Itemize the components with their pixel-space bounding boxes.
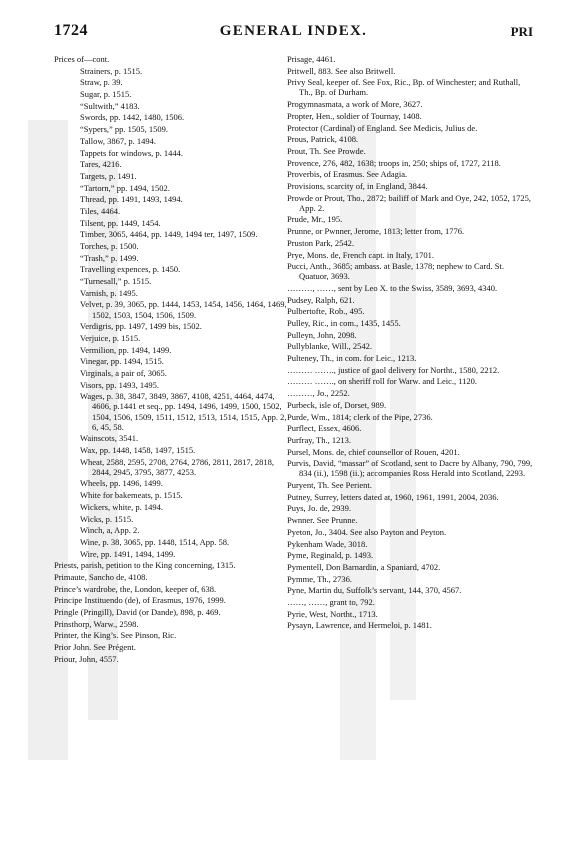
index-subentry: Verdigris, pp. 1497, 1499 bis, 1502.: [80, 321, 202, 332]
index-entry: Pulleyn, John, 2098.: [287, 329, 357, 340]
index-subentry: Vinegar, pp. 1494, 1515.: [80, 356, 164, 367]
index-entry: Priests, parish, petition to the King concerning, 1315.: [54, 560, 236, 571]
index-entry: ……… ……., justice of gaol delivery for Northt., 1580, 2212.: [287, 364, 500, 375]
index-entry: Putney, Surrey, letters dated at, 1960, 1961, 1991, 2004, 2036.: [287, 491, 499, 502]
index-subentry: Wheels, pp. 1496, 1499.: [80, 478, 163, 489]
index-subentry: Wickers, white, p. 1494.: [80, 501, 163, 512]
index-entry: Pyme, Reginald, p. 1493.: [287, 550, 374, 561]
index-subentry: Wine, p. 38, 3065, pp. 1448, 1514, App. 58.: [80, 536, 230, 547]
index-entry: Puys, Jo. de, 2939.: [287, 503, 351, 514]
index-subentry: Targets, p. 1491.: [80, 170, 137, 181]
index-entry: ……, ……, grant to, 792.: [287, 596, 375, 607]
index-entry: Purbeck, isle of, Dorset, 989.: [287, 399, 387, 410]
index-entry: Provisions, scarcity of, in England, 3844.: [287, 180, 428, 191]
index-entry: ……… ……., on sheriff roll for Warw. and Leic., 1120.: [287, 376, 478, 387]
index-subentry: “Trash,” p. 1499.: [80, 252, 139, 263]
index-subentry: Varnish, p. 1495.: [80, 287, 138, 298]
index-subentry: Virginals, a pair of, 3065.: [80, 367, 167, 378]
index-subentry: Velvet, p. 39, 3065, pp. 1444, 1453, 1454, 1456, 1464, 1469, 1502, 1503, 1504, 1506, 1509.: [80, 299, 287, 320]
index-entry: Pykenham Wade, 3018.: [287, 538, 368, 549]
index-entry: ………, Jo., 2252.: [287, 388, 350, 399]
index-entry: Pudsey, Ralph, 621.: [287, 294, 355, 305]
index-entry: Pymentell, Don Barnardin, a Spaniard, 4702.: [287, 561, 441, 572]
index-entry: Puryent, Th. See Perient.: [287, 480, 372, 491]
index-entry: Purvis, David, “massar” of Scotland, sent to Dacre by Albany, 790, 799, 834 (ii.), 1598 (ii.); accompanies Ross Herald into Scotland, 2293.: [287, 458, 533, 479]
index-entry: Pursel, Mons. de, chief counsellor of Rouen, 4201.: [287, 446, 460, 457]
index-entry: Prowde or Prout, Tho., 2872; bailiff of Mark and Oye, 242, 1052, 1725, App. 2.: [287, 192, 532, 213]
index-subentry: Winch, a, App. 2.: [80, 525, 140, 536]
index-entry: Pulbertofte, Rob., 495.: [287, 306, 365, 317]
index-subentry: Strainers, p. 1515.: [80, 65, 143, 76]
index-entry: Privy Seal, keeper of. See Fox, Ric., Bp. of Winchester; and Ruthall, Th., Bp. of Durham.: [287, 77, 521, 98]
index-entry: Principe Instituendo (de), of Erasmus, 1976, 1999.: [54, 595, 226, 606]
index-subentry: Tares, 4216.: [80, 159, 122, 170]
index-entry: Purfray, Th., 1213.: [287, 434, 351, 445]
index-entry: Prinsthorp, Warw., 2598.: [54, 618, 139, 629]
index-subentry: Tallow, 3867, p. 1494.: [80, 135, 157, 146]
index-subentry: “Tartorn,” pp. 1494, 1502.: [80, 182, 170, 193]
index-subentry: Tilsent, pp. 1449, 1454.: [80, 217, 161, 228]
index-subentry: Wainscots, 3541.: [80, 433, 139, 444]
index-entry: Purflect, Essex, 4606.: [287, 423, 362, 434]
index-subentry: Wages, p. 38, 3847, 3849, 3867, 4108, 4251, 4464, 4474, 4606, p.1441 et seq., pp. 1494, 1496, 1499, 1500, 1502, 1504, 1506, 1509, 1511, 1512, 1513, 1514, 1515, App. 2, 6, 45, 58.: [80, 391, 287, 432]
index-entry: Pruston Park, 2542.: [287, 237, 355, 248]
index-entry: Prunne, or Pwnner, Jerome, 1813; letter from, 1776.: [287, 226, 465, 237]
index-entry: Printer, the King’s. See Pinson, Ric.: [54, 630, 177, 641]
index-entry: Protector (Cardinal) of England. See Medicis, Julius de.: [287, 122, 478, 133]
running-title: GENERAL INDEX.: [219, 23, 368, 39]
index-subentry: Wire, pp. 1491, 1494, 1499.: [80, 548, 176, 559]
index-subentry: White for bakemeats, p. 1515.: [80, 490, 183, 501]
index-entry: Prude, Mr., 195.: [287, 214, 343, 225]
index-entry: Prince’s wardrobe, the, London, keeper of, 638.: [54, 583, 217, 594]
index-column-right: [287, 54, 533, 632]
index-column-left: [54, 54, 290, 665]
index-entry: Priour, John, 4557.: [54, 653, 119, 664]
index-entry: Proverbis, of Erasmus. See Adagia.: [287, 169, 408, 180]
index-entry: Pyeton, Jo., 3404. See also Payton and Peyton.: [287, 526, 447, 537]
index-subentry: Wicks, p. 1515.: [80, 513, 134, 524]
index-entry: Pyne, Martin du, Suffolk’s servant, 144, 370, 4567.: [287, 585, 462, 596]
index-entry: Progymnasmata, a work of More, 3627.: [287, 99, 423, 110]
index-entry: Pringle (Pringill), David (or Dande), 898, p. 469.: [54, 607, 221, 618]
page-number: 1724: [54, 22, 88, 39]
index-subentry: Thread, pp. 1491, 1493, 1494.: [80, 194, 183, 205]
index-subentry: Travelling expences, p. 1450.: [80, 264, 181, 275]
index-subentry: “Sultwith,” 4183.: [80, 100, 140, 111]
index-entry: Prye, Mons. de, French capt. in Italy, 1701.: [287, 249, 434, 260]
index-entry: Pyrie, West, Northt., 1713.: [287, 608, 378, 619]
index-entry: Pulley, Ric., in com., 1435, 1455.: [287, 318, 401, 329]
index-subentry: Visors, pp. 1493, 1495.: [80, 379, 160, 390]
index-entry: Pulteney, Th., in com. for Leic., 1213.: [287, 353, 417, 364]
index-subentry: “Sypers,” pp. 1505, 1509.: [80, 124, 169, 135]
index-entry: Propter, Hen., soldier of Tournay, 1408.: [287, 110, 422, 121]
index-entry: Pymme, Th., 2736.: [287, 573, 353, 584]
index-entry: Provence, 276, 482, 1638; troops in, 250; ships of, 1727, 2118.: [287, 157, 501, 168]
running-letter: PRI: [510, 24, 533, 39]
index-entry: Pysayn, Lawrence, and Hermeloi, p. 1481.: [287, 620, 432, 631]
index-subentry: Straw, p. 39.: [80, 77, 123, 88]
index-entry: Prout, Th. See Prowde.: [287, 145, 366, 156]
index-entry: ………, ……, sent by Leo X. to the Swiss, 3589, 3693, 4340.: [287, 282, 498, 293]
index-subentry: Torches, p. 1500.: [80, 241, 139, 251]
index-entry: Pritwell, 883. See also Britwell.: [287, 65, 396, 76]
index-subentry: Tappets for windows, p. 1444.: [80, 147, 184, 158]
index-subentry: Wax, pp. 1448, 1458, 1497, 1515.: [80, 445, 196, 455]
index-entry: Pucci, Anth., 3685; ambass. at Basle, 1378; nephew to Card. St. Quatuor, 3693.: [287, 261, 504, 282]
index-subentry: “Turnesall,” p. 1515.: [80, 276, 152, 287]
index-entry: Pwnner. See Prunne.: [287, 515, 358, 526]
index-entry: Prous, Patrick, 4108.: [287, 134, 359, 145]
index-subentry: Wheat, 2588, 2595, 2708, 2764, 2786, 2811, 2817, 2818, 2844, 2945, 3795, 3877, 4253.: [80, 456, 274, 477]
index-entry: Prisage, 4461.: [287, 54, 336, 64]
index-entry: Prior John. See Prégent.: [54, 642, 136, 653]
index-subentry: Tiles, 4464.: [80, 205, 121, 216]
index-subentry: Verjuice, p. 1515.: [80, 332, 141, 343]
index-subentry: Swords, pp. 1442, 1480, 1506.: [80, 112, 185, 123]
page-header: [54, 22, 533, 44]
index-entry: Prices of—cont.: [54, 54, 110, 64]
index-entry: Pullyblanke, Will., 2542.: [287, 341, 372, 352]
index-subentry: Sugar, p. 1515.: [80, 89, 132, 100]
index-subentry: Vermilion, pp. 1494, 1499.: [80, 344, 172, 355]
index-entry: Primaute, Sancho de, 4108.: [54, 571, 148, 582]
index-entry: Purde, Wm., 1814; clerk of the Pipe, 2736.: [287, 411, 433, 422]
index-subentry: Timber, 3065, 4464, pp. 1449, 1494 ter, 1497, 1509.: [80, 229, 258, 240]
